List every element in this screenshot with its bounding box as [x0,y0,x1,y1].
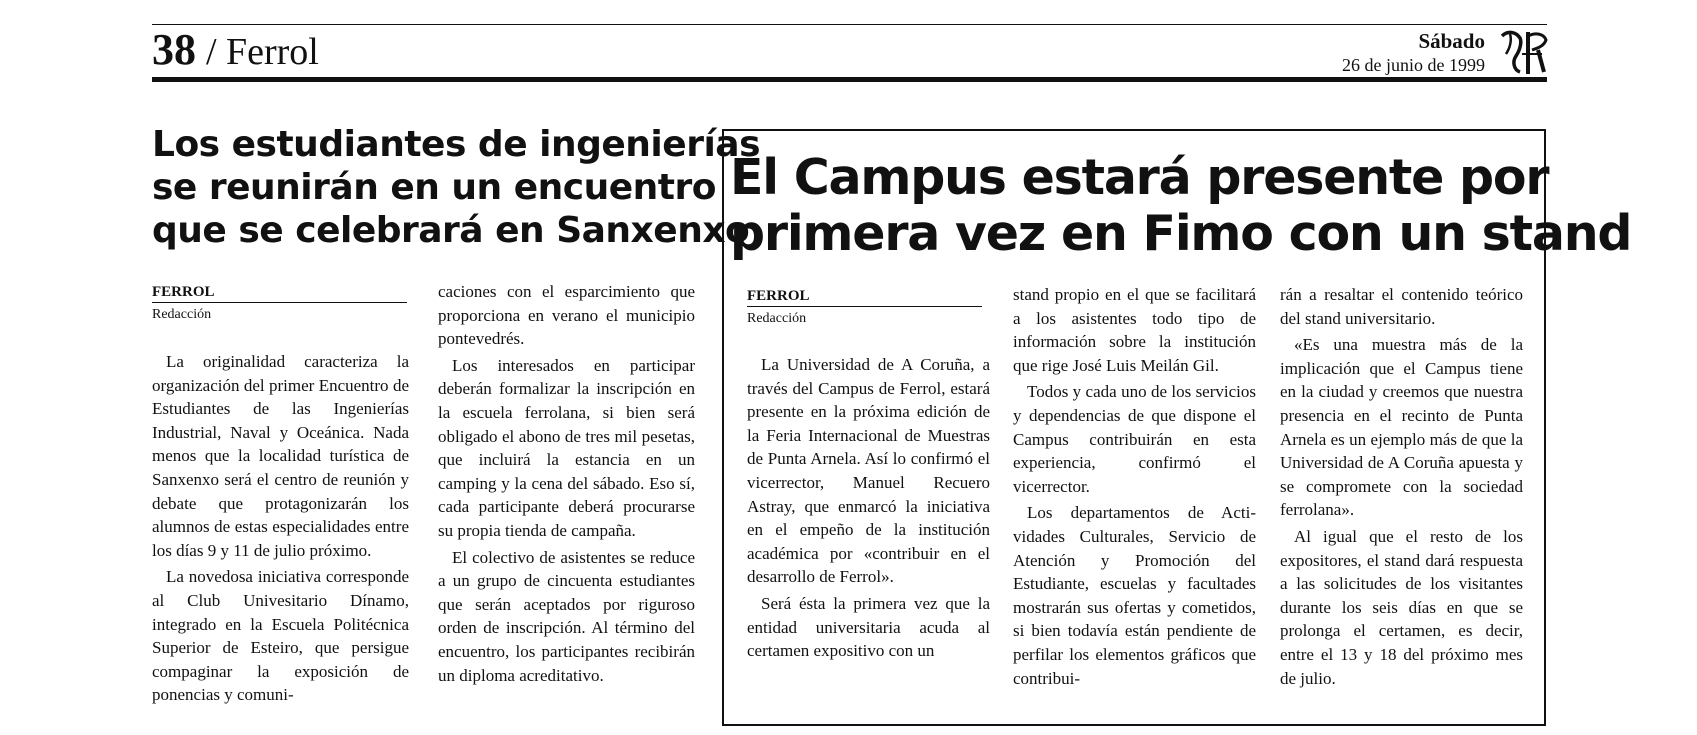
byline-place: FERROL [747,288,810,304]
article-paragraph: La novedosa iniciativa corresponde al Club Univesitario Dínamo, integrado en la Escuela Politécnica Superior de Esteiro, que persigue compaginar la exposición de ponencias y comuni- [152,567,409,705]
left-article-column-1 [152,350,409,707]
right-article-column-2 [1013,283,1256,690]
article-paragraph: El colectivo de asistentes se reduce a un grupo de cincuenta estudiantes que serán aceptados por riguroso orden de inscripción. Al término del encuentro, los participantes recibirán un diploma acreditativo. [438,547,695,685]
section-name: Ferrol [226,31,319,73]
section-separator: / [206,31,217,73]
article-paragraph: rán a resaltar el contenido teórico del stand universitario. [1280,285,1523,328]
byline-place: FERROL [152,284,215,300]
article-paragraph: La originalidad caracteriza la organización del primer Encuentro de Estudiantes de las Ingenierías Industrial, Naval y Oceánica. Nada menos que la localidad turística de Sanxenxo será el centro de reunión y debate que protagonizarán los alumnos de estas especialidades entre los días 9 y 11 de julio próximo. [152,352,409,560]
byline-rule [747,306,982,307]
headline-line: Los estudiantes de ingenierías [152,124,761,165]
newspaper-logo-icon [1498,26,1550,78]
left-article-column-2 [438,280,695,687]
article-paragraph: caciones con el esparcimiento que proporciona en verano el municipio pontevedrés. [438,282,695,349]
right-article-column-3 [1280,283,1523,690]
headline-line: primera vez en Fimo con un stand [730,205,1632,262]
right-article-column-1 [747,353,990,663]
headline-line: se reunirán en un encuentro [152,167,716,208]
byline-rule [152,302,407,303]
headline-line: que se celebrará en Sanxenxo [152,210,750,251]
headline-line: El Campus estará presente por [730,149,1549,206]
header-top-rule [152,24,1547,25]
article-paragraph: stand propio en el que se facilitará a los asistentes todo tipo de información sobre la institución que rige José Luis Meilán Gil. [1013,285,1256,375]
article-paragraph: «Es una muestra más de la implicación que el Campus tiene en la ciudad y creemos que nuestra presencia en el recinto de Punta Arnela es un ejemplo más de que la Universidad de A Coruña apuesta y se compromete con la sociedad ferrolana». [1280,335,1523,520]
issue-day: Sábado [1418,29,1485,53]
article-paragraph: La Universidad de A Coruña, a través del Campus de Ferrol, estará presente en la próxima edición de la Feria Internacional de Muestras de Punta Arnela. Así lo confirmó el vicerrector, Manuel Recuero Astray, que enmarcó la iniciativa en el empeño de la institución académica por «contribuir en el desarrollo de Ferrol». [747,355,990,587]
byline-author: Redacción [152,307,212,322]
article-paragraph: Será ésta la primera vez que la entidad universitaria acuda al certamen expositivo con un [747,593,990,661]
left-article-byline [152,282,407,324]
article-paragraph: Los departamentos de Actividades Culturales, Servicio de Atención y Promoción del Estudiante, escuelas y facultades mostrarán sus ofertas y cometidos, si bien todavía están pendiente de perfilar los elementos gráficos que contribui- [1013,503,1256,688]
page-number: 38 [152,25,196,74]
article-paragraph: Al igual que el resto de los expositores, el stand dará respuesta a las solicitudes de los visitantes durante los seis días en que se prolonga el certamen, es decir, entre el 13 y 18 del próximo mes de julio. [1280,526,1523,688]
issue-date: 26 de junio de 1999 [1342,55,1485,75]
article-paragraph: Todos y cada uno de los servicios y dependencias de que dispone el Campus contribuirán en esta experiencia, confirmó el vicerrector. [1013,382,1256,496]
right-article-byline [747,286,982,328]
header-bottom-rule [152,77,1547,82]
byline-author: Redacción [747,311,807,326]
right-article-headline [730,149,1632,262]
left-article-headline [152,123,761,252]
article-paragraph: Los interesados en participar deberán formalizar la inscripción en la escuela ferrolana, si bien será obligado el abono de tres mil pesetas, que incluirá la estancia en un camping y la cena del sábado. Eso sí, cada participante deberá procurarse su propia tienda de campaña. [438,355,695,540]
